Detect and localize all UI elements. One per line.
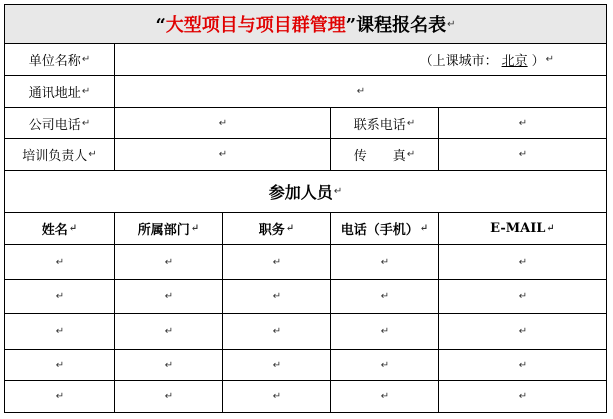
participant-email-cell[interactable] xyxy=(439,350,606,380)
company-name-field[interactable] xyxy=(115,44,606,75)
paragraph-mark-icon: ↵ xyxy=(518,149,528,160)
paragraph-mark-icon: ↵ xyxy=(285,223,295,234)
paragraph-mark-icon: ↵ xyxy=(55,326,65,337)
paragraph-mark-icon: ↵ xyxy=(380,326,390,337)
paragraph-mark-icon: ↵ xyxy=(272,391,282,402)
city-prefix: （上课城市： xyxy=(419,54,498,69)
table-row xyxy=(5,314,606,350)
paragraph-mark-icon: ↵ xyxy=(68,223,78,234)
participant-phone-cell[interactable] xyxy=(331,350,439,380)
company-name-row xyxy=(5,44,606,76)
participant-department-cell[interactable] xyxy=(115,280,223,313)
participants-title-row xyxy=(5,171,606,213)
paragraph-mark-icon: ↵ xyxy=(218,117,228,129)
participant-email-cell[interactable] xyxy=(439,314,606,349)
paragraph-mark-icon: ↵ xyxy=(164,256,174,268)
paragraph-mark-icon: ↵ xyxy=(518,391,528,402)
paragraph-mark-icon: ↵ xyxy=(81,86,91,97)
form-title xyxy=(5,5,606,43)
paragraph-mark-icon: ↵ xyxy=(55,291,65,302)
paragraph-mark-icon: ↵ xyxy=(518,326,528,337)
paragraph-mark-icon: ↵ xyxy=(406,117,416,129)
paragraph-mark-icon: ↵ xyxy=(55,391,65,402)
col-email-label: E-MAIL xyxy=(490,221,546,236)
participant-phone-cell[interactable] xyxy=(331,245,439,279)
paragraph-mark-icon: ↵ xyxy=(380,359,390,371)
table-row xyxy=(5,280,606,314)
paragraph-mark-icon: ↵ xyxy=(545,54,554,65)
fax-field[interactable] xyxy=(439,139,606,170)
paragraph-mark-icon: ↵ xyxy=(272,256,282,268)
contact-phone-field[interactable] xyxy=(439,108,606,138)
city-value: 北京 xyxy=(501,54,528,69)
paragraph-mark-icon: ↵ xyxy=(81,54,91,65)
table-row xyxy=(5,245,606,280)
paragraph-mark-icon: ↵ xyxy=(272,291,282,302)
col-position-label: 职务 xyxy=(258,223,285,238)
participant-name-cell[interactable] xyxy=(5,280,115,313)
phone-field[interactable] xyxy=(115,108,331,138)
course-name: 大型项目与项目群管理 xyxy=(165,15,346,36)
participant-position-cell[interactable] xyxy=(223,280,331,313)
company-name-label: 单位名称 xyxy=(28,54,81,69)
participant-phone-cell[interactable] xyxy=(331,280,439,313)
participant-department-cell[interactable] xyxy=(115,381,223,412)
col-name-label: 姓名 xyxy=(41,223,68,238)
registration-form xyxy=(4,4,607,413)
col-department-header xyxy=(115,213,223,244)
paragraph-mark-icon: ↵ xyxy=(447,18,456,30)
paragraph-mark-icon: ↵ xyxy=(333,186,343,197)
paragraph-mark-icon: ↵ xyxy=(380,256,390,268)
participant-position-cell[interactable] xyxy=(223,314,331,349)
col-name-header xyxy=(5,213,115,244)
participant-email-cell[interactable] xyxy=(439,245,606,279)
trainer-label-cell xyxy=(5,139,115,170)
fax-label-cell xyxy=(331,139,439,170)
participant-position-cell[interactable] xyxy=(223,350,331,380)
participant-department-cell[interactable] xyxy=(115,350,223,380)
paragraph-mark-icon: ↵ xyxy=(518,359,528,371)
paragraph-mark-icon: ↵ xyxy=(55,256,65,268)
paragraph-mark-icon: ↵ xyxy=(356,86,366,97)
participant-department-cell[interactable] xyxy=(115,245,223,279)
participant-name-cell[interactable] xyxy=(5,245,115,279)
paragraph-mark-icon: ↵ xyxy=(164,391,174,402)
paragraph-mark-icon: ↵ xyxy=(164,359,174,371)
paragraph-mark-icon: ↵ xyxy=(190,223,200,234)
paragraph-mark-icon: ↵ xyxy=(55,359,65,371)
paragraph-mark-icon: ↵ xyxy=(518,117,528,129)
participant-email-cell[interactable] xyxy=(439,381,606,412)
address-row xyxy=(5,76,606,108)
contact-phone-label: 联系电话 xyxy=(353,117,406,133)
paragraph-mark-icon: ↵ xyxy=(518,256,528,268)
phone-label: 公司电话 xyxy=(28,117,81,133)
col-department-label: 所属部门 xyxy=(137,223,190,238)
col-position-header xyxy=(223,213,331,244)
paragraph-mark-icon: ↵ xyxy=(546,223,555,234)
col-phone-label: 电话（手机） xyxy=(340,223,419,238)
col-phone-header xyxy=(331,213,439,244)
title-open-quote: “ xyxy=(155,15,166,36)
fax-label: 传 真 xyxy=(353,149,406,164)
trainer-row xyxy=(5,139,606,171)
paragraph-mark-icon: ↵ xyxy=(406,149,416,160)
city-info xyxy=(420,44,554,75)
phone-row xyxy=(5,108,606,139)
contact-phone-label-cell xyxy=(331,108,439,138)
address-field[interactable] xyxy=(115,76,606,107)
paragraph-mark-icon: ↵ xyxy=(164,291,174,302)
participant-position-cell[interactable] xyxy=(223,245,331,279)
participant-name-cell[interactable] xyxy=(5,350,115,380)
title-close-quote: ” xyxy=(345,15,357,36)
participant-name-cell[interactable] xyxy=(5,381,115,412)
form-title-row xyxy=(5,5,606,44)
participant-phone-cell[interactable] xyxy=(331,381,439,412)
paragraph-mark-icon: ↵ xyxy=(419,223,429,234)
paragraph-mark-icon: ↵ xyxy=(272,326,282,337)
table-row xyxy=(5,381,606,412)
participant-position-cell[interactable] xyxy=(223,381,331,412)
participant-email-cell[interactable] xyxy=(439,280,606,313)
paragraph-mark-icon: ↵ xyxy=(164,326,174,337)
trainer-label: 培训负责人 xyxy=(22,149,88,164)
col-email-header xyxy=(439,213,606,244)
paragraph-mark-icon: ↵ xyxy=(272,359,282,371)
paragraph-mark-icon: ↵ xyxy=(218,149,228,160)
address-label-cell xyxy=(5,76,115,107)
title-suffix: 课程报名表 xyxy=(356,15,447,36)
participant-phone-cell[interactable] xyxy=(331,314,439,349)
address-label: 通讯地址 xyxy=(28,86,81,101)
participant-department-cell[interactable] xyxy=(115,314,223,349)
participants-header-row xyxy=(5,213,606,245)
paragraph-mark-icon: ↵ xyxy=(518,291,528,302)
paragraph-mark-icon: ↵ xyxy=(380,391,390,402)
participants-title: 参加人员 xyxy=(268,183,333,202)
paragraph-mark-icon: ↵ xyxy=(81,117,91,129)
city-suffix: ） xyxy=(531,54,545,69)
participants-title-cell xyxy=(5,171,606,212)
company-name-label-cell xyxy=(5,44,115,75)
paragraph-mark-icon: ↵ xyxy=(88,149,97,160)
table-row xyxy=(5,350,606,381)
paragraph-mark-icon: ↵ xyxy=(380,291,390,302)
trainer-field[interactable] xyxy=(115,139,331,170)
participant-name-cell[interactable] xyxy=(5,314,115,349)
phone-label-cell xyxy=(5,108,115,138)
